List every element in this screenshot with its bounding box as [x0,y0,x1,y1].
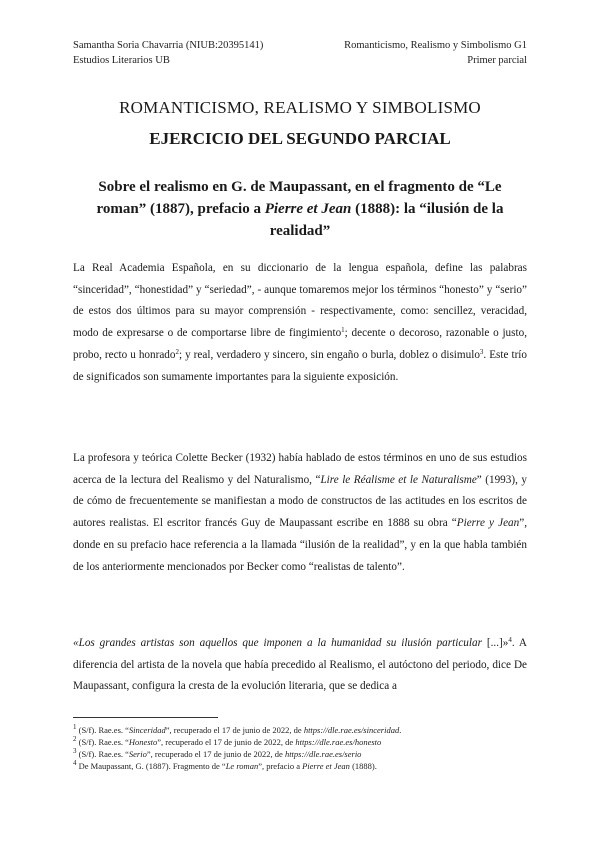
footnote-1 [73,724,533,736]
paragraph-2 [73,448,527,578]
footnote-divider [73,717,218,718]
footnote-text: ”, recuperado el 17 de junio de 2022, de [157,737,296,747]
subtitle-part2: (1888): la “ilusión de la realidad” [269,201,504,239]
footnote-link[interactable]: https://dle.rae.es/honesto [295,737,382,747]
footnote-ref-3[interactable]: 3 [479,347,484,356]
footnote-text: (1888). [349,761,377,771]
footnotes [73,724,533,772]
exercise-title: EJERCICIO DEL SEGUNDO PARCIAL [149,129,451,148]
paragraph-1 [73,258,527,388]
footnote-number: 3 [73,747,77,755]
essay-subtitle [80,176,520,242]
footnote-italic: Honesto [128,737,158,747]
footnote-text: (S/f). Rae.es. “ [76,737,129,747]
footnote-link[interactable]: https://dle.rae.es/serio [284,749,362,759]
p3-text-1: [...]» [481,637,509,649]
page-title: ROMANTICISMO, REALISMO Y SIMBOLISMO [119,98,481,117]
subject-line: Romanticismo, Realismo y Simbolismo G1 [344,40,527,51]
subtitle-part1: Sobre el realismo en G. de Maupassant, en el fragmento de “Le roman” (1887), prefacio a [96,179,502,217]
footnote-number: 1 [73,723,77,731]
footnote-ref-1[interactable]: 1 [341,326,345,335]
header-right [344,38,527,68]
p2-text-1: La profesora y teórica Colette Becker (1932) había hablado de estos términos en uno de sus estudios acerca de la lectura del Realismo y del Naturalismo, “ [73,452,527,486]
exam-line: Primer parcial [467,55,527,66]
course-line: Estudios Literarios UB [73,55,170,66]
footnote-number: 4 [73,759,77,767]
footnote-text: De Maupassant, G. (1887). Fragmento de “ [76,761,226,771]
p3-quote: «Los grandes artistas son aquellos que imponen a la humanidad su ilusión particular [73,637,482,649]
footnote-text: ”, prefacio a [258,761,303,771]
p1-text-2: ; decente o decoroso, razonable o justo, probo, recto u honrado [73,327,527,361]
footnote-text: ”, recuperado el 17 de junio de 2022, de [165,725,304,735]
p2-text-2: ” (1993), y de cómo de frecuentemente se manifiestan a modo de constructos de las actitudes en los escritos de autores realistas. El escritor francés Guy de Maupassant escribe en 1888 su obra “ [73,473,527,530]
footnote-number: 2 [73,735,77,743]
p1-text-3: ; y real, verdadero y sincero, sin engaño o burla, doblez o disimulo [179,348,480,361]
footnote-text: ”, recuperado el 17 de junio de 2022, de [146,749,285,759]
footnote-ref-2[interactable]: 2 [175,347,179,356]
footnote-italic: Le roman [225,761,259,771]
footnote-3 [73,748,533,760]
footnote-4 [73,760,533,772]
footnote-text: (S/f). Rae.es. “ [76,725,129,735]
footnote-link[interactable]: https://dle.rae.es/sinceridad [303,725,400,735]
p2-italic-2: Pierre y Jean [456,517,520,530]
paragraph-3 [73,633,527,698]
footnote-ref-4[interactable]: 4 [508,636,512,644]
p1-text-4: . Este trío de significados son sumamente importantes para la siguiente exposición. [73,348,528,383]
p3-text-2: . A diferencia del artista de la novela que había precedido al Realismo, el autóctono del periodo, dice De Maupassant, configura la cresta de la evolución literaria, que se dedica a [73,637,528,693]
subtitle-italic: Pierre et Jean [264,201,352,217]
footnote-italic: Serio [128,749,147,759]
footnote-italic: Sinceridad [128,725,166,735]
p2-italic-1: Lire le Réalisme et le Naturalisme [320,473,477,486]
header-left [73,38,263,68]
footnote-2 [73,736,533,748]
p2-text-3: ”, donde en su prefacio hace referencia a la llamada “ilusión de la realidad”, y en la que habla también de los anteriormente mencionados por Becker como “realistas de talento”. [73,517,528,573]
footnote-text: (S/f). Rae.es. “ [76,749,129,759]
footnote-text: . [399,725,402,735]
p1-text-1: La Real Academia Española, en su diccionario de la lengua española, define las palabras “sinceridad”, “honestidad” y “seriedad”, - aunque tomaremos mejor los términos “honesto” y “serio” de estos dos últimos para su mayor comprensión - respectivamente, como: sencillez, veracidad, modo de expresarse o de comportarse libre de fingimiento [73,262,527,340]
author-line: Samantha Soria Chavarria (NIUB:20395141) [73,40,264,51]
footnote-book-title: Pierre et Jean [302,761,350,771]
